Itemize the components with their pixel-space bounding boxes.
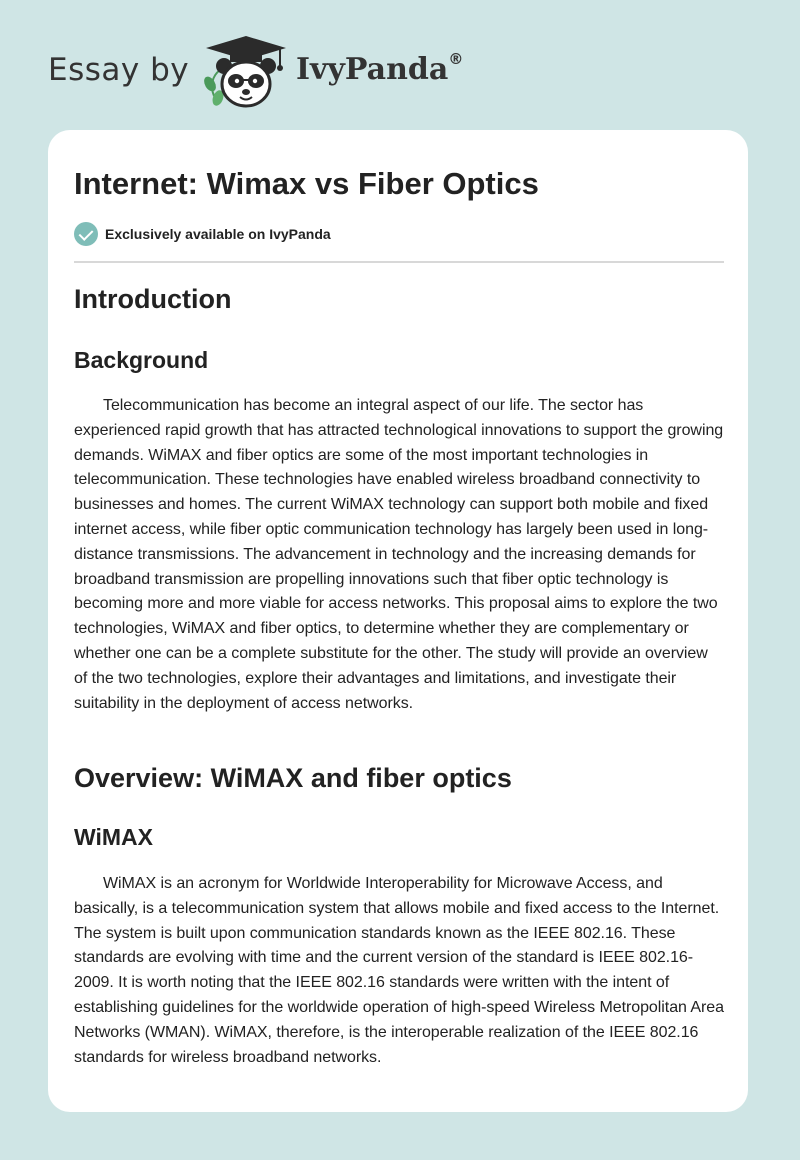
registered-mark: ® (448, 50, 464, 68)
paragraph-background: Telecommunication has become an integral aspect of our life. The sector has experienced rapid growth that has attracted technological innovations to support the growing demands. WiMAX and fiber optics are some of the most important technologies in telecommunication. These technologies have enabled wireless broadband connectivity to businesses and homes. The current WiMAX technology can support both mobile and fixed internet access, while fiber optic communication technology has largely been used in long-distance transmissions. The advancement in technology and the increasing demands for broadband transmission are propelling innovations such that fiber optic technology is becoming more and more viable for access networks. This proposal aims to explore the two technologies, WiMAX and fiber optics, to determine whether they are complementary or whether one can be a complete substitute for the other. The study will provide an overview of the two technologies, explore their advantages and limitations, and investigate their suitability in the deployment of access networks. (74, 397, 724, 712)
brand-logo[interactable] (296, 52, 463, 87)
paragraph-wimax: WiMAX is an acronym for Worldwide Interoperability for Microwave Access, and basically, is a telecommunication system that allows mobile and fixed access to the Internet. The system is built upon communication standards known as the IEEE 802.16. These standards are evolving with time and the current version of the standard is IEEE 802.16-2009. It is worth noting that the IEEE 802.16 standards were written with the intent of establishing guidelines for the worldwide operation of high-speed Wireless Metropolitan Area Networks (WMAN). WiMAX, therefore, is the interoperable realization of the IEEE 802.16 standards for wireless broadband networks. (74, 875, 724, 1066)
subheading-wimax: WiMAX (74, 824, 154, 850)
exclusive-badge (74, 222, 331, 246)
site-header (0, 0, 800, 130)
title-divider (74, 261, 724, 263)
section-heading-overview: Overview: WiMAX and fiber optics (74, 763, 512, 793)
section-heading-introduction: Introduction (74, 284, 232, 314)
article-card (48, 130, 748, 1112)
essay-by-label: Essay by (48, 52, 190, 88)
panda-graduate-icon[interactable] (200, 34, 292, 110)
check-circle-icon (74, 222, 98, 246)
page-title: Internet: Wimax vs Fiber Optics (74, 166, 539, 201)
subheading-background: Background (74, 347, 209, 373)
exclusive-badge-label: Exclusively available on IvyPanda (105, 226, 331, 242)
brand-name: IvyPanda (296, 52, 449, 87)
